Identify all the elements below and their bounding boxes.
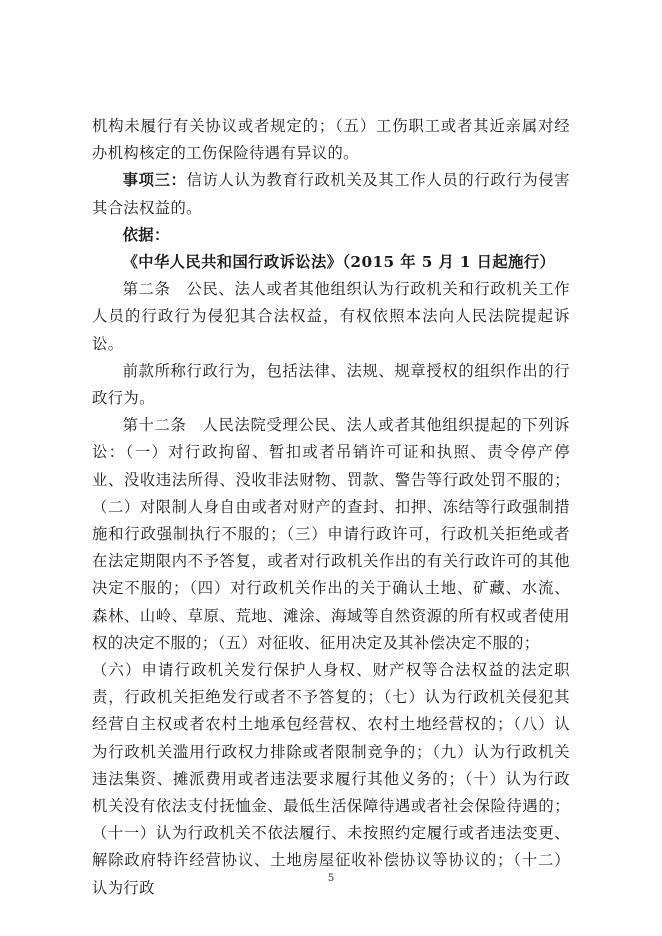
article-twelve-continued: （六）申请行政机关发行保护人身权、财产权等合法权益的法定职责，行政机关拒绝发行或者不予答复的；（七）认为行政机关侵犯其经营自主权或者农村土地承包经营权、农村土地经营权的；（八）认为行政机关滥用行政权力排除或者限制竞争的；（九）认为行政机关违法集资、摊派费用或者违法要求履行其他义务的；（十）认为行政机关没有依法支付抚恤金、最低生活保障待遇或者社会保险待遇的；（十一）认为行政机关不依法履行、未按照约定履行或者违法变更、解除政府特许经营协议、土地房屋征收补偿协议等协议的；（十二）认为行政 [92,661,570,897]
page-number: 5 [327,873,335,884]
item-three-label: 事项三： [122,171,187,190]
article-two-paragraph-two: 前款所称行政行为，包括法律、法规、规章授权的组织作出的行政行为。 [92,361,570,408]
paragraph-continuation: 机构未履行有关协议或者规定的；（五）工伤职工或者其近亲属对经办机构核定的工伤保险待遇有异议的。 [92,117,570,163]
item-three-text: 信访人认为教育行政机关及其工作人员的行政行为侵害其合法权益的。 [92,171,570,217]
article-twelve: 第十二条 人民法院受理公民、法人或者其他组织提起的下列诉讼：（一）对行政拘留、暂扣或者吊销许可证和执照、责令停产停业、没收违法所得、没收非法财物、罚款、警告等行政处罚不服的；（二）对限制人身自由或者对财产的查封、扣押、冻结等行政强制措施和行政强制执行不服的；（三）申请行政许可，行政机关拒绝或者在法定期限内不予答复，或者对行政机关作出的有关行政许可的其他决定不服的；（四）对行政机关作出的关于确认土地、矿藏、水流、森林、山岭、草原、荒地、滩涂、海域等自然资源的所有权或者使用权的决定不服的；（五）对征收、征用决定及其补偿决定不服的； [92,416,570,652]
article-two: 第二条 公民、法人或者其他组织认为行政机关和行政机关工作人员的行政行为侵犯其合法权益，有权依照本法向人民法院提起诉讼。 [92,280,570,353]
paragraph-item-three [92,167,570,221]
basis-label: 依据： [122,225,170,244]
body-text [92,113,570,902]
law-title: 《中华人民共和国行政诉讼法》（2015 年 5 月 1 日起施行） [122,253,556,272]
